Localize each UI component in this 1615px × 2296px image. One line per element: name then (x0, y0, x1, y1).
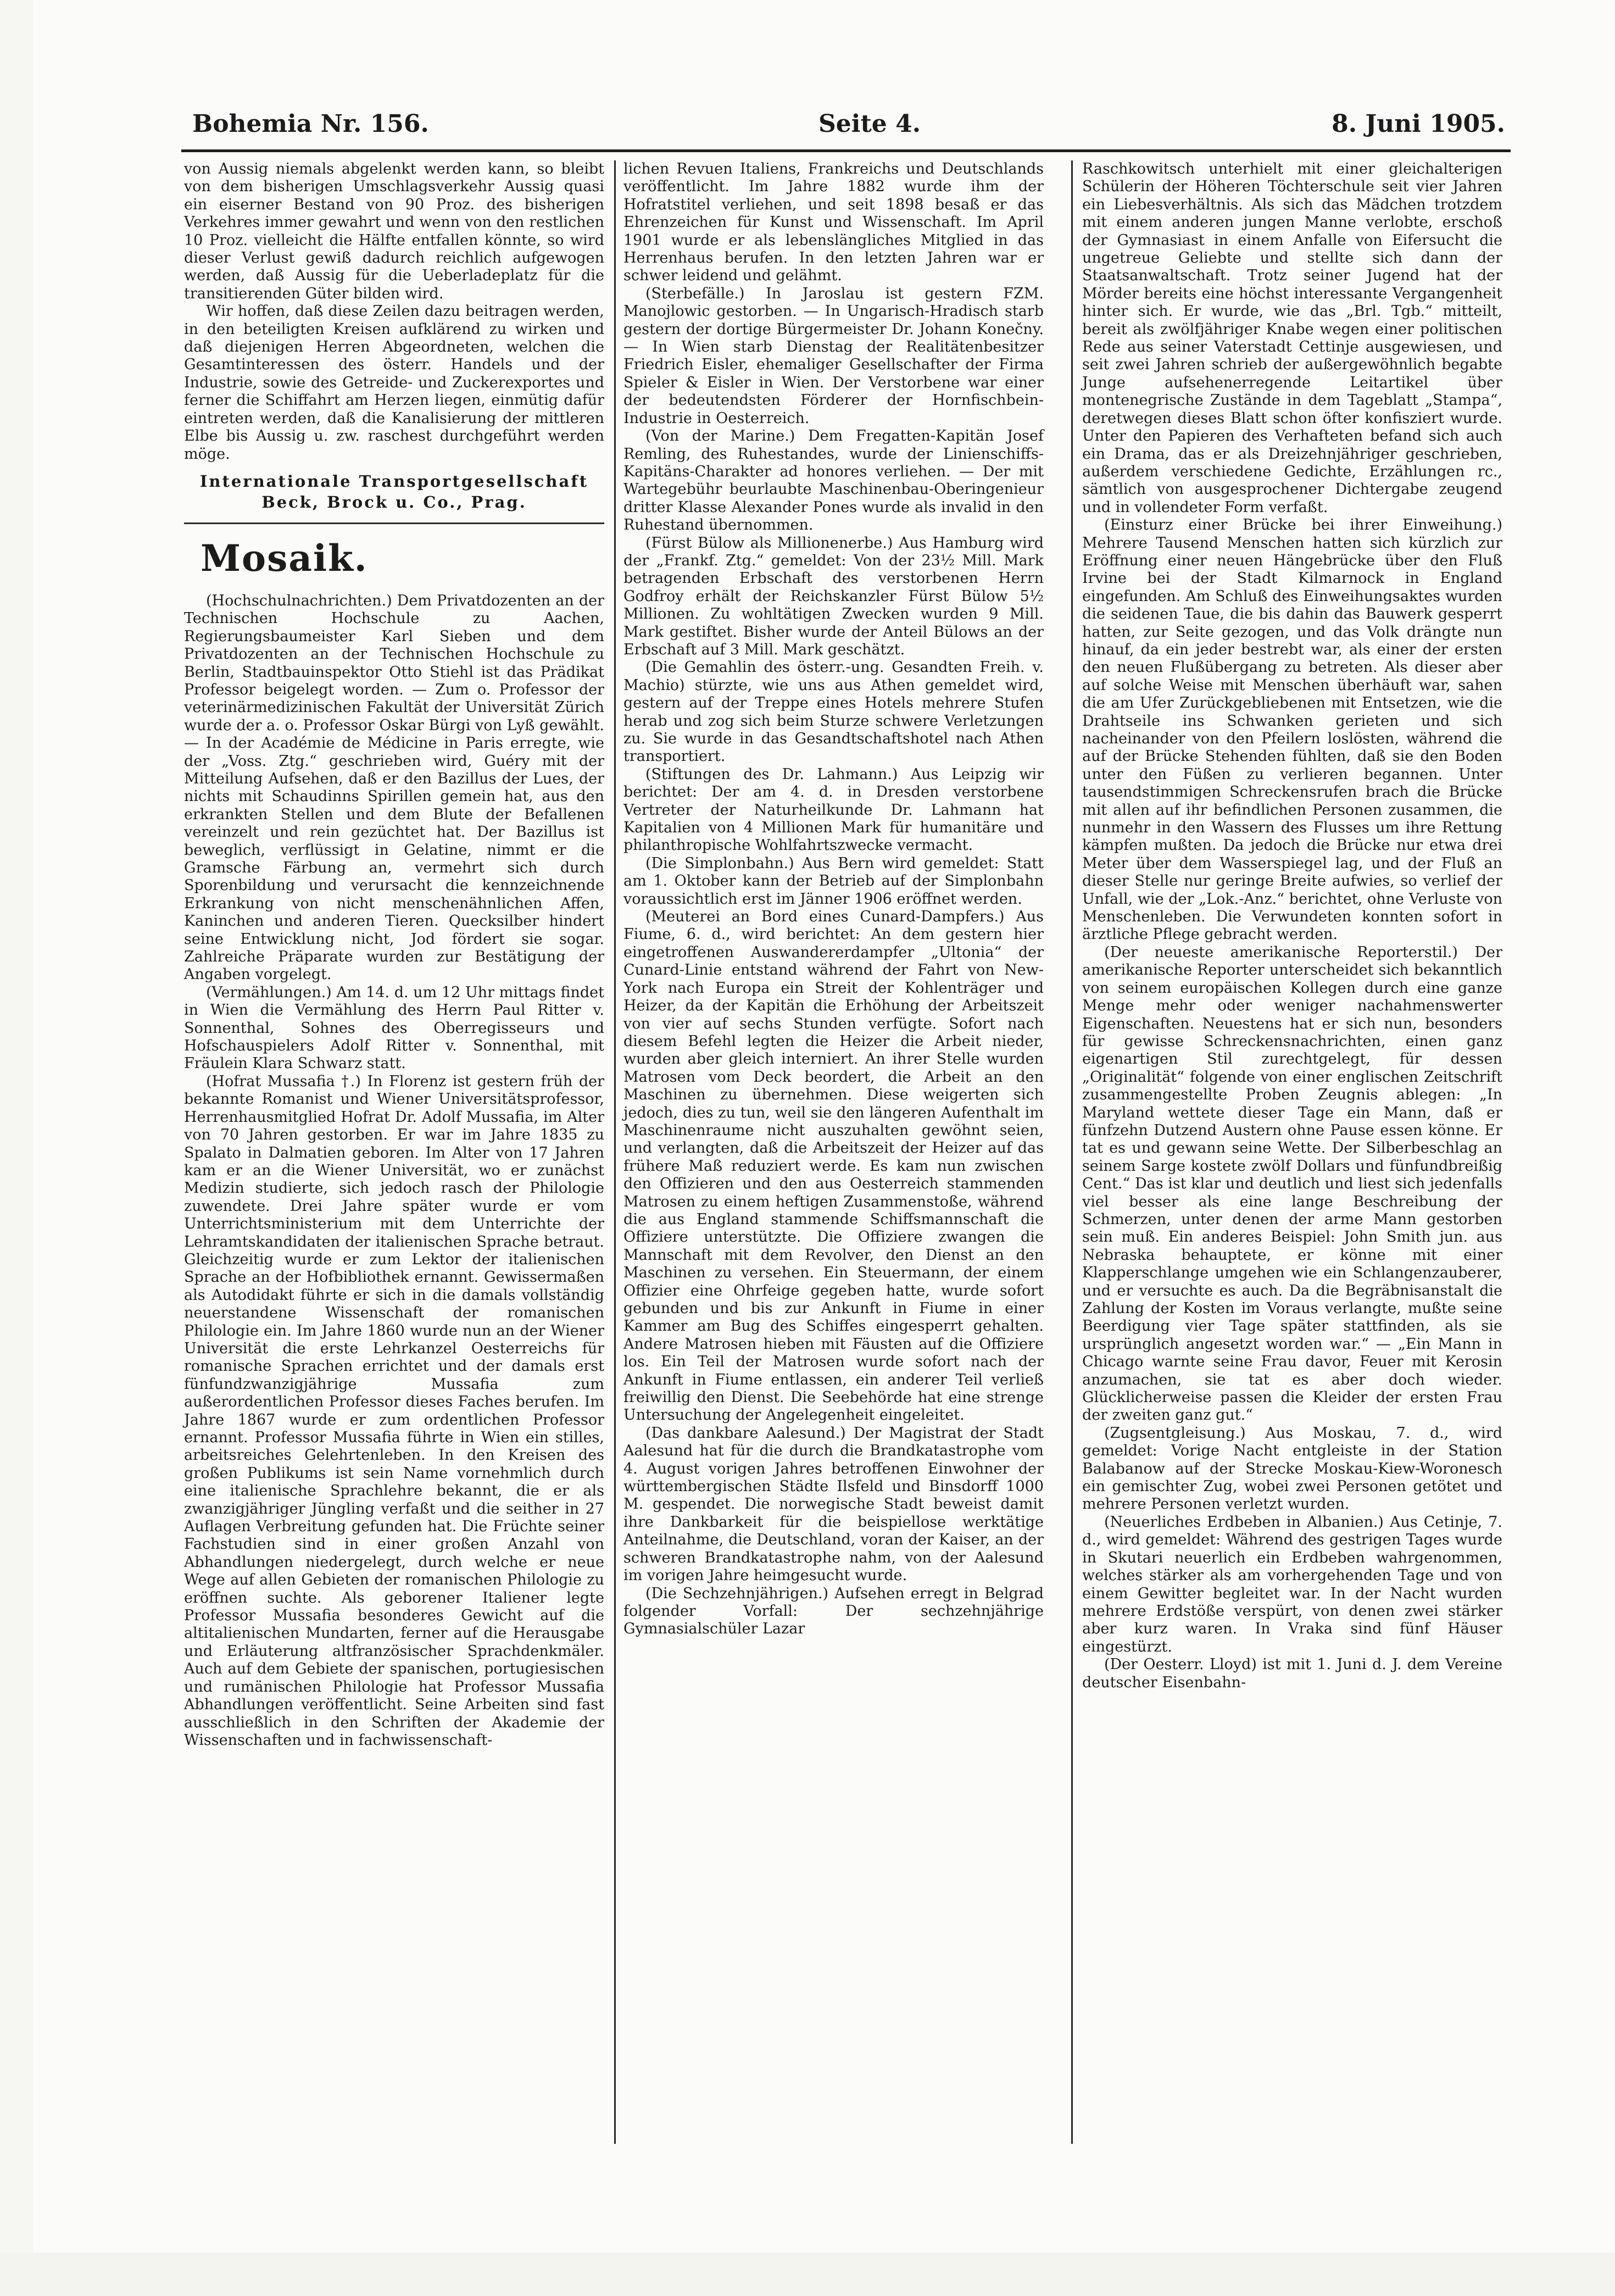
news-item: (Die Gemahlin des österr.-ung. Gesandten Freih. v. Machio) stürzte, wie uns aus Athen gemeldet wird, gestern auf der Treppe eines Hotels mehrere Stufen herab und zog sich beim Sturze schwere Verletzungen zu. Sie wurde in das Gesandtschaftshotel nach Athen transportiert. (623, 659, 1044, 765)
news-item: (Von der Marine.) Dem Fregatten-Kapitän Josef Remling, des Ruhestandes, wurde der Linienschiffs-Kapitäns-Charakter ad honores verliehen. — Der mit Wartegebühr beurlaubte Maschinenbau-Oberingenieur dritter Klasse Alexander Pones wurde als invalid in den Ruhestand übernommen. (623, 427, 1044, 534)
news-item: (Zugsentgleisung.) Aus Moskau, 7. d., wird gemeldet: Vorige Nacht entgleiste in der Station Balabanow auf der Strecke Moskau-Kiew-Woronesch ein gemischter Zug, wobei zwei Personen getötet und mehrere Personen verletzt wurden. (1082, 1424, 1502, 1513)
signature-line: Beck, Brock u. Co., Prag. (261, 492, 527, 512)
news-item: (Der neueste amerikanische Reporterstil.) Der amerikanische Reporter unterscheidet sich bekanntlich von seinem europäischen Kollegen durch eine ganze Menge mehr oder weniger nachahmenswerter Eigenschaften. Neuestens hat er sich nun, besonders für gewisse Schreckensnachrichten, einen ganz eigenartigen Stil zurechtgelegt, für dessen „Originalität“ folgende von einer englischen Zeitschrift zusammengestellte Proben Zeugnis ablegen: „In Maryland wettete dieser Tage ein Mann, daß er fünfzehn Dutzend Austern ohne Pause essen könne. Er tat es und gewann seine Wette. Der Silberbeschlag an seinem Sarge kostete zwölf Dollars und fünfundbreißig Cent.“ Das ist klar und deutlich und liest sich jedenfalls viel besser als eine lange Beschreibung der Schmerzen, unter denen der arme Mann gestorben sein muß. Ein anderes Beispiel: John Smith jun. aus Nebraska behauptete, er könne mit einer Klapperschlange umgehen wie ein Schlangenzauberer, und er versuchte es auch. Da die Begräbnisanstalt die Zahlung der Kosten im Voraus verlangte, mußte seine Beerdigung vier Tage später stattfinden, als sie ursprünglich angesetzt worden war.“ — „Ein Mann in Chicago warnte seine Frau davor, Feuer mit Kerosin anzumachen, sie tat es aber doch wieder. Glücklicherweise passen die Kleider der ersten Frau der zweiten ganz gut.“ (1082, 943, 1502, 1424)
header-publication: Bohemia Nr. 156. (192, 110, 429, 138)
news-item: (Meuterei an Bord eines Cunard-Dampfers.) Aus Fiume, 6. d., wird berichtet: An dem gestern hier eingetroffenen Auswandererdampfer „Ultonia“ der Cunard-Linie entstand während der Fahrt von New-York nach Europa ein Streit der Kohlenträger und Heizer, da der Kapitän die Erhöhung der Arbeitszeit von vier auf sechs Stunden verfügte. Sofort nach diesem Befehl legten die Heizer die Arbeit nieder, wurden aber gleich interniert. An ihrer Stelle wurden Matrosen vom Deck beordert, die Arbeit an den Maschinen zu übernehmen. Diese weigerten sich jedoch, dies zu tun, weil sie den längeren Aufenthalt im Maschinenraume nicht auszuhalten gewöhnt seien, und verlangten, daß die Arbeitszeit der Heizer auf das frühere Maß reduziert werde. Es kam nun zwischen den Offizieren und den aus Oesterreich stammenden Matrosen zu einem heftigen Zusammenstoße, während die aus England stammende Schiffsmannschaft die Offiziere unterstützte. Die Offiziere zwangen die Mannschaft mit dem Revolver, den Dienst an den Maschinen zu versehen. Ein Steuermann, der einem Offizier eine Ohrfeige gegeben hatte, wurde sofort gebunden und bis zur Ankunft in Fiume in einer Kammer am Bug des Schiffes eingesperrt gehalten. Andere Matrosen hieben mit Fäusten auf die Offiziere los. Ein Teil der Matrosen wurde sofort nach der Ankunft in Fiume entlassen, ein anderer Teil verließ freiwillig den Dienst. Die Seebehörde hat eine strenge Untersuchung der Angelegenheit eingeleitet. (623, 908, 1044, 1424)
news-item: (Das dankbare Aalesund.) Der Magistrat der Stadt Aalesund hat für die durch die Brandkatastrophe vom 4. August vorigen Jahres betroffenen Einwohner der württembergischen Städte Ilsfeld und Binsdorff 1000 M. gespendet. Die norwegische Stadt beweist damit ihre Dankbarkeit für die beispiellose werktätige Anteilnahme, die Deutschland, voran der Kaiser, an der schweren Brandkatastrophe nahm, von der Aalesund im vorigen Jahre heimgesucht wurde. (623, 1424, 1044, 1585)
news-item: (Der Oesterr. Lloyd) ist mit 1. Juni d. J. dem Vereine deutscher Eisenbahn- (1082, 1656, 1502, 1691)
section-rule (184, 522, 604, 524)
news-item: (Stiftungen des Dr. Lahmann.) Aus Leipzig wir berichtet: Der am 4. d. in Dresden verstorbene Vertreter der Naturheilkunde Dr. Lahmann hat Kapitalien von 4 Millionen Mark für humanitäre und philanthropische Wohlfahrtszwecke vermacht. (623, 765, 1044, 854)
section-title: Mosaik. (201, 536, 368, 580)
page-header (176, 110, 1505, 143)
news-item: (Fürst Bülow als Millionenerbe.) Aus Hamburg wird der „Frankf. Ztg.“ gemeldet: Von der 23½ Mill. Mark betragenden Erbschaft des verstorbenen Herrn Godfroy erhält der Reichskanzler Fürst Bülow 5½ Millionen. Zu wohltätigen Zwecken wurden 9 Mill. Mark gestiftet. Bisher wurde der Anteil Bülows an der Erbschaft auf 3 Mill. Mark geschätzt. (623, 534, 1044, 658)
news-item: (Hofrat Mussafia †.) In Florenz ist gestern früh der bekannte Romanist und Wiener Universitätsprofessor, Herrenhausmitglied Hofrat Dr. Adolf Mussafia, im Alter von 70 Jahren gestorben. Er war im Jahre 1835 zu Spalato in Dalmatien geboren. Im Alter von 17 Jahren kam er an die Wiener Universität, wo er zunächst Medizin studierte, sich jedoch rasch der Philologie zuwendete. Drei Jahre später wurde er vom Unterrichtsministerium mit dem Unterrichte der Lehramtskandidaten der italienischen Sprache betraut. Gleichzeitig wurde er zum Lektor der italienischen Sprache an der Hofbibliothek ernannt. Gewissermaßen als Autodidakt führte er sich in die damals vollständig neuerstandene Wissenschaft der romanischen Philologie ein. Im Jahre 1860 wurde nun an der Wiener Universität die erste Lehrkanzel Oesterreichs für romanische Sprachen errichtet und der damals erst fünfundzwanzigjährige Mussafia zum außerordentlichen Professor dieses Faches berufen. Im Jahre 1867 wurde er zum ordentlichen Professor ernannt. Professor Mussafia führte in Wien ein stilles, arbeitsreiches Gelehrtenleben. In den Kreisen des großen Publikums ist sein Name vornehmlich durch eine italienische Sprachlehre bekannt, die er als zwanzigjähriger Jüngling verfaßt und die seither in 27 Auflagen Verbreitung gefunden hat. Die Früchte seiner Fachstudien sind in einer großen Anzahl von Abhandlungen niedergelegt, durch welche er neue Wege auf allen Gebieten der romanischen Philologie zu eröffnen suchte. Als geborener Italiener legte Professor Mussafia besonderes Gewicht auf die altitalienischen Mundarten, ferner auf die Herausgabe und Erläuterung altfranzösischer Sprachdenkmäler. Auch auf dem Gebiete der spanischen, portugiesischen und rumänischen Philologie hat Professor Mussafia Abhandlungen veröffentlicht. Seine Arbeiten sind fast ausschließlich in den Schriften der Akademie der Wissenschaften und in fachwissenschaft- (184, 1072, 604, 1749)
column-2 (623, 160, 1044, 1638)
column-1 (184, 160, 604, 1749)
page-edge (0, 0, 33, 2296)
news-item: lichen Revuen Italiens, Frankreichs und Deutschlands veröffentlicht. Im Jahre 1882 wurde ihm der Hofratstitel verliehen, und seit 1898 besaß er das Ehrenzeichen für Kunst und Wissenschaft. Im April 1901 wurde er als lebenslängliches Mitglied in das Herrenhaus berufen. In den letzten Jahren war er schwer leidend und gelähmt. (623, 160, 1044, 285)
header-page-number: Seite 4. (818, 110, 921, 138)
news-item: (Einsturz einer Brücke bei ihrer Einweihung.) Mehrere Tausend Menschen hatten sich kürzlich zur Eröffnung einer neuen Hängebrücke über den Fluß Irvine bei der Stadt Kilmarnock in England eingefunden. Am Schluß des Einweihungsaktes wurden die seidenen Taue, die bis dahin das Bauwerk gesperrt hatten, zur Seite gezogen, und das Volk drängte nun hinauf, da ein jeder bestrebt war, als einer der ersten den neuen Flußübergang zu betreten. Als dieser aber auf solche Weise mit Menschen überhäuft war, sahen die am Ufer Zurückgebliebenen mit Entsetzen, wie die Drahtseile ins Schwanken gerieten und sich nacheinander von den Pfeilern loslösten, während die auf der Brücke Stehenden fühlten, daß sie den Boden unter den Füßen zu verlieren begannen. Unter tausendstimmigen Schreckensrufen brach die Brücke mit allen auf ihr befindlichen Personen zusammen, die nunmehr in den Wassern des Flusses um ihre Rettung kämpfen mußten. Da jedoch die Brücke nur etwa drei Meter über dem Wasserspiegel lag, und der Fluß an dieser Stelle nur geringe Breite aufwies, so verlief der Unfall, wie der „Lok.-Anz.“ berichtet, ohne Verluste von Menschenleben. Die Verwundeten konnten sofort in ärztliche Pflege gebracht werden. (1082, 516, 1502, 943)
article-signature (184, 471, 604, 513)
signature-line: Internationale Transportgesellschaft (199, 471, 589, 491)
news-item: (Die Simplonbahn.) Aus Bern wird gemeldet: Statt am 1. Oktober kann der Betrieb auf der Simplonbahn voraussichtlich erst im Jänner 1906 eröffnet werden. (623, 854, 1044, 908)
article-paragraph: Wir hoffen, daß diese Zeilen dazu beitragen werden, in den beteiligten Kreisen aufklärend zu wirken und daß diejenigen Herren Abgeordneten, welchen die Gesamtinteressen des österr. Handels und der Industrie, sowie des Getreide- und Zuckerexportes und ferner die Schiffahrt am Herzen liegen, einmütig dafür eintreten werden, daß die Kanalisierung der mittleren Elbe bis Aussig u. zw. raschest durchgeführt werden möge. (184, 303, 604, 463)
news-item: Raschkowitsch unterhielt mit einer gleichalterigen Schülerin der Höheren Töchterschule seit vier Jahren ein Liebesverhältnis. Als sich das Mädchen trotzdem mit einem anderen jungen Manne verlobte, erschoß der Gymnasiast in einem Anfalle von Eifersucht die ungetreue Geliebte und stellte sich dann der Staatsanwaltschaft. Trotz seiner Jugend hat der Mörder bereits eine höchst interessante Vergangenheit hinter sich. Er wurde, wie das „Brl. Tgb.“ mitteilt, bereit als zwölfjähriger Knabe wegen einer politischen Rede aus seiner Vaterstadt Cettinje ausgewiesen, und seit zwei Jahren schrieb der außergewöhnlich begabte Junge aufsehenerregende Leitartikel über montenegrische Zustände in dem Tageblatt „Stampa“, deretwegen dieses Blatt schon öfter konfisziert wurde. Unter den Papieren des Verhafteten befand sich auch ein Drama, das er als Dreizehnjähriger geschrieben, außerdem verschiedene Gedichte, Erzählungen rc., sämtlich von ausgesprochener Dichtergabe zeugend und in vollendeter Form verfaßt. (1082, 160, 1502, 516)
news-item: (Vermählungen.) Am 14. d. um 12 Uhr mittags findet in Wien die Vermählung des Herrn Paul Ritter v. Sonnenthal, Sohnes des Oberregisseurs und Hofschauspielers Adolf Ritter v. Sonnenthal, mit Fräulein Klara Schwarz statt. (184, 983, 604, 1072)
column-divider (614, 160, 616, 2144)
article-paragraph: von Aussig niemals abgelenkt werden kann, so bleibt von dem bisherigen Umschlagsverkehr Aussig quasi ein eiserner Bestand von 90 Proz. des bisherigen Verkehres immer gewahrt und wenn von den restlichen 10 Proz. vielleicht die Hälfte entfallen könnte, so wird dieser Verlust gewiß dadurch reichlich aufgewogen werden, daß Aussig für die Ueberladeplatz für die transitierenden Güter bilden wird. (184, 160, 604, 302)
news-item: (Die Sechzehnjährigen.) Aufsehen erregt in Belgrad folgender Vorfall: Der sechzehnjährige Gymnasialschüler Lazar (623, 1585, 1044, 1638)
news-item: (Sterbefälle.) In Jaroslau ist gestern FZM. Manojlowic gestorben. — In Ungarisch-Hradisch starb gestern der dortige Bürgermeister Dr. Johann Konečny. — In Wien starb Dienstag der Realitätenbesitzer Friedrich Eisler, ehemaliger Gesellschafter der Firma Spieler & Eisler in Wien. Der Verstorbene war einer der bedeutendsten Förderer der Hornfischbein-Industrie in Oesterreich. (623, 285, 1044, 427)
header-date: 8. Juni 1905. (1332, 110, 1505, 138)
header-rule (181, 149, 1511, 152)
news-item: (Neuerliches Erdbeben in Albanien.) Aus Cetinje, 7. d., wird gemeldet: Während des gestrigen Tages wurde in Skutari neuerlich ein Erdbeben wahrgenommen, welches stärker als am vorhergehenden Tage und von einem Gewitter begleitet war. In der Nacht wurden mehrere Erdstöße verspürt, von denen zwei stärker aber kurz waren. In Vraka sind fünf Häuser eingestürzt. (1082, 1513, 1502, 1655)
news-item: (Hochschulnachrichten.) Dem Privatdozenten an der Technischen Hochschule zu Aachen, Regierungsbaumeister Karl Sieben und dem Privatdozenten an der Technischen Hochschule zu Berlin, Stadtbauinspektor Otto Stiehl ist das Prädikat Professor beigelegt worden. — Zum o. Professor der veterinärmedizinischen Fakultät der Universität Zürich wurde der a. o. Professor Oskar Bürgi von Lyß gewählt. — In der Académie de Médicine in Paris erregte, wie der „Voss. Ztg.“ geschrieben wird, Guéry mit der Mitteilung Aufsehen, daß er den Bazillus der Lues, der nichts mit Schaudinns Spirillen gemein hat, aus den erkrankten Stellen und dem Blute der Befallenen vereinzelt und rein gezüchtet hat. Der Bazillus ist beweglich, verflüssigt in Gelatine, nimmt er die Gramsche Färbung an, vermehrt sich durch Sporenbildung und verursacht die kennzeichnende Erkrankung von nicht menschenähnlichen Affen, Kaninchen und anderen Tieren. Quecksilber hindert seine Entwicklung nicht, Jod fördert sie sogar. Zahlreiche Präparate wurden zur Bestätigung der Angaben vorgelegt. (184, 592, 604, 983)
page-bottom-margin (0, 2253, 1615, 2296)
column-3 (1082, 160, 1502, 1692)
column-divider (1071, 160, 1073, 2144)
